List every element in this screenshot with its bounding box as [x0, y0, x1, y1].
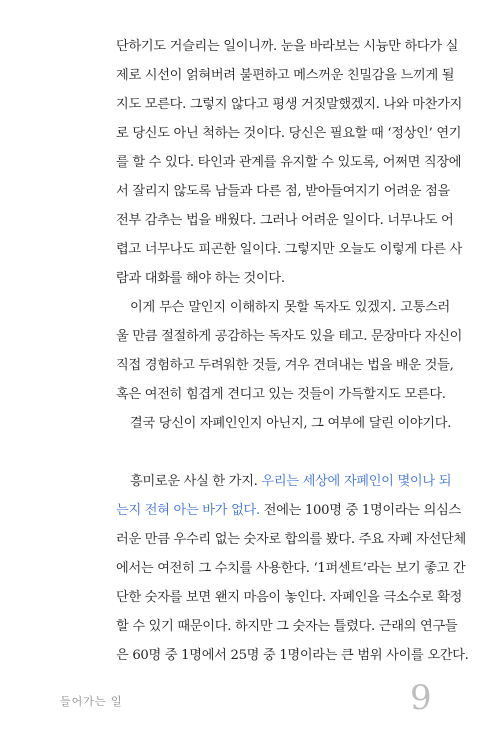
text-line [130, 473, 450, 491]
text-line: 러운 만큼 우수리 없는 숫자로 합의를 봤다. 주요 자폐 자선단체 [116, 532, 466, 547]
text-line: 은 60명 중 1명에서 25명 중 1명이라는 큰 범위 사이를 오간다. [116, 648, 469, 663]
text-line: 렵고 너무나도 피곤한 일이다. 그렇지만 오늘도 이렇게 다른 사 [116, 242, 463, 257]
text-line: 할 수 있기 때문이다. 하지만 그 숫자는 틀렸다. 근래의 연구들 [116, 619, 458, 634]
highlighted-text: 우리는 세상에 자폐인이 몇이나 되 [261, 474, 452, 489]
running-footer-title: 들어가는 일 [60, 695, 123, 708]
text-line: 단한 숫자를 보면 왠지 마음이 놓인다. 자폐인을 극소수로 확정 [116, 590, 463, 605]
text-line [116, 502, 461, 520]
text-line: 를 할 수 있다. 타인과 관계를 유지할 수 있도록, 어쩌면 직장에 [116, 155, 462, 170]
text-line: 지도 모른다. 그렇지 않다고 평생 거짓말했겠지. 나와 마찬가지 [116, 97, 463, 112]
page-number: 9 [410, 678, 432, 718]
text-line: 전부 감추는 법을 배웠다. 그러나 어려운 일이다. 너무나도 어 [116, 213, 454, 228]
text-line: 에서는 여전히 그 수치를 사용한다. ‘1퍼센트’라는 보기 좋고 간 [116, 561, 466, 576]
text-run: 흥미로운 사실 한 가지. [130, 474, 262, 489]
text-line: 제로 시선이 얽혀버려 불편하고 메스꺼운 친밀감을 느끼게 될 [116, 68, 455, 83]
text-run: 전에는 100명 중 1명이라는 의심스 [259, 503, 461, 518]
text-line: 울 만큼 절절하게 공감하는 독자도 있을 테고. 문장마다 자신이 [116, 329, 463, 344]
text-line: 서 잘리지 않도록 남들과 다른 점, 받아들여지기 어려운 점을 [116, 184, 450, 199]
text-line: 람과 대화를 해야 하는 것이다. [116, 271, 285, 286]
text-line: 혹은 여전히 힘겹게 견디고 있는 것들이 가득할지도 모른다. [116, 387, 446, 402]
text-line: 이게 무슨 말인지 이해하지 못할 독자도 있겠지. 고통스러 [130, 300, 450, 315]
highlighted-text: 는지 전혀 아는 바가 없다. [116, 503, 260, 518]
text-line: 로 당신도 아닌 척하는 것이다. 당신은 필요할 때 ‘정상인’ 연기 [116, 126, 462, 141]
text-line: 직접 경험하고 두려워한 것들, 겨우 견뎌내는 법을 배운 것들, [116, 358, 454, 373]
text-line: 단하기도 거슬리는 일이니까. 눈을 바라보는 시늉만 하다가 실 [116, 39, 459, 54]
text-line: 결국 당신이 자폐인인지 아닌지, 그 여부에 달린 이야기다. [130, 416, 452, 431]
